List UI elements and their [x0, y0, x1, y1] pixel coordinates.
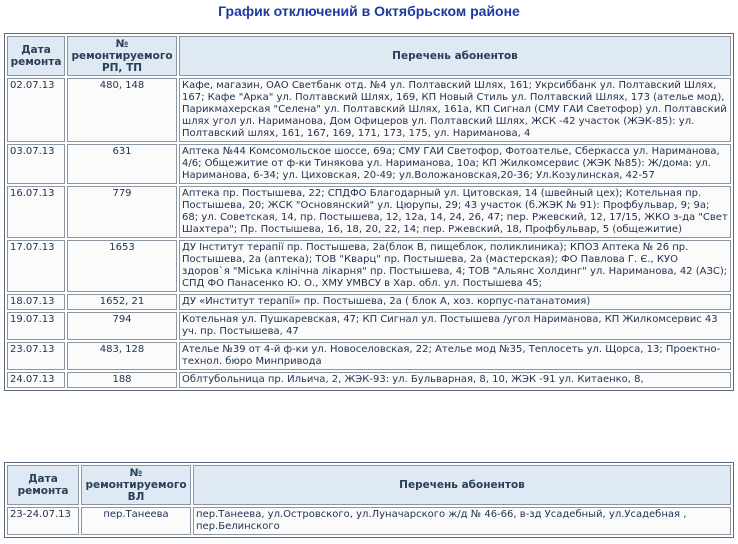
table-row [7, 372, 731, 388]
row-rp: 1653 [67, 240, 177, 292]
schedule-table [4, 33, 734, 391]
row-subscribers: Ателье №39 от 4-й ф-ки ул. Новоселовская, 22; Ателье мод №35, Теплосеть ул. Щорса, 13; Проектно-технол. бюро Минпривода [179, 342, 731, 370]
row-subscribers: Кафе, магазин, ОАО Светбанк отд. №4 ул. Полтавский Шлях, 161; Укрсиббанк ул. Полтавский Шлях, 167; Кафе "Арка" ул. Полтавский Шлях, 169, КП Новый Стиль ул. Полтавский Шлях, 173 (ателье мод), Парикмахерская "Селена" ул. Полтавский Шлях, 161а, КП Сигнал (СМУ ГАИ Светофор) ул. Полтавский шлях угол ул. Нариманова, Дом Офицеров ул. Полтавский Шлях, ЖСК -42 участок (ЖЭК-85): ул. Полтавский шлях, 161, 167, 169, 171, 173, 175, ул. Нариманова, 4 [179, 78, 731, 142]
header-subscribers: Перечень абонентов [193, 465, 731, 505]
row-date: 02.07.13 [7, 78, 65, 142]
header-vl: № ремонтируемого ВЛ [81, 465, 191, 505]
table-row [7, 507, 731, 535]
table-row [7, 342, 731, 370]
table-header-row [7, 465, 731, 505]
row-date: 23.07.13 [7, 342, 65, 370]
table-row [7, 78, 731, 142]
row-rp: 631 [67, 144, 177, 184]
row-subscribers: пер.Танеева, ул.Островского, ул.Луначарского ж/д № 46-66, в-зд Усадебный, ул.Усадебная , пер.Белинского [193, 507, 731, 535]
row-rp: 794 [67, 312, 177, 340]
row-subscribers: ДУ «Институт терапії» пр. Постышева, 2а ( блок А, хоз. корпус-патанатомия) [179, 294, 731, 310]
table-row [7, 240, 731, 292]
row-rp: 480, 148 [67, 78, 177, 142]
row-rp: 779 [67, 186, 177, 238]
table-row [7, 294, 731, 310]
row-date: 17.07.13 [7, 240, 65, 292]
row-subscribers: Аптека №44 Комсомольское шоссе, 69а; СМУ ГАИ Светофор, Фотоателье, Сберкасса ул. Нариманова, 4/6; Общежитие от ф-ки Тинякова ул. Нариманова, 10а; КП Жилкомсервис (ЖЭК №85): Ж/дома: ул. Нариманова, 6-34; ул. Циховская, 20-49; ул.Воложановская,20-36; Ул.Козулинская, 42-57 [179, 144, 731, 184]
row-vl: пер.Танеева [81, 507, 191, 535]
table-header-row [7, 36, 731, 76]
line-schedule-table [4, 462, 734, 538]
row-subscribers: Облтубольница пр. Ильича, 2, ЖЭК-93: ул. Бульварная, 8, 10, ЖЭК -91 ул. Китаенко, 8, [179, 372, 731, 388]
row-date: 18.07.13 [7, 294, 65, 310]
table-row [7, 312, 731, 340]
header-date: Дата ремонта [7, 465, 79, 505]
header-subscribers: Перечень абонентов [179, 36, 731, 76]
row-subscribers: Котельная ул. Пушкаревская, 47; КП Сигнал ул. Постышева /угол Нариманова, КП Жилкомсервис 43 уч. пр. Постышева, 47 [179, 312, 731, 340]
table-row [7, 144, 731, 184]
row-rp: 483, 128 [67, 342, 177, 370]
row-date: 03.07.13 [7, 144, 65, 184]
row-date: 24.07.13 [7, 372, 65, 388]
page-title: График отключений в Октябрьском районе [218, 3, 520, 19]
row-date: 23-24.07.13 [7, 507, 79, 535]
header-date: Дата ремонта [7, 36, 65, 76]
header-rp: № ремонтируемого РП, ТП [67, 36, 177, 76]
row-rp: 188 [67, 372, 177, 388]
row-subscribers: Аптека пр. Постышева, 22; СПДФО Благодарный ул. Цитовская, 14 (швейный цех); Котельная пр. Постышева, 20; ЖСК "Основянский" ул. Цюрупы, 29; 43 участок (б.ЖЭК № 91): Профбульвар, 9; 9а; 68; ул. Советская, 14, пр. Постышева, 12, 12а, 14, 24, 26, 47; пер. Ржевский, 12, 17/15, ЖКО з-да "Свет Шахтера"; Пр. Постышева, 16, 18, 20, 22, 14; пер. Ржевский, 18, Профбульвар, 5 (общежитие) [179, 186, 731, 238]
row-date: 16.07.13 [7, 186, 65, 238]
table-row [7, 186, 731, 238]
row-rp: 1652, 21 [67, 294, 177, 310]
row-subscribers: ДУ Інститут терапії пр. Постышева, 2а(блок В, пищеблок, поликлиника); КПОЗ Аптека № 26 пр. Постышева, 2а (аптека); ТОВ "Кварц" пр. Постышева, 2а (мастерская); ФО Павлова Г. Є., КУО здоров`я "Міська клінічна лікарня" пр. Постышева, 4; ТОВ "Альянс Холдинг" ул. Нариманова, 42 (АЗС); СПД ФО Панасенко Ю. О., ХМУ УМВСУ в Хар. обл. ул. Постышева 45; [179, 240, 731, 292]
row-date: 19.07.13 [7, 312, 65, 340]
